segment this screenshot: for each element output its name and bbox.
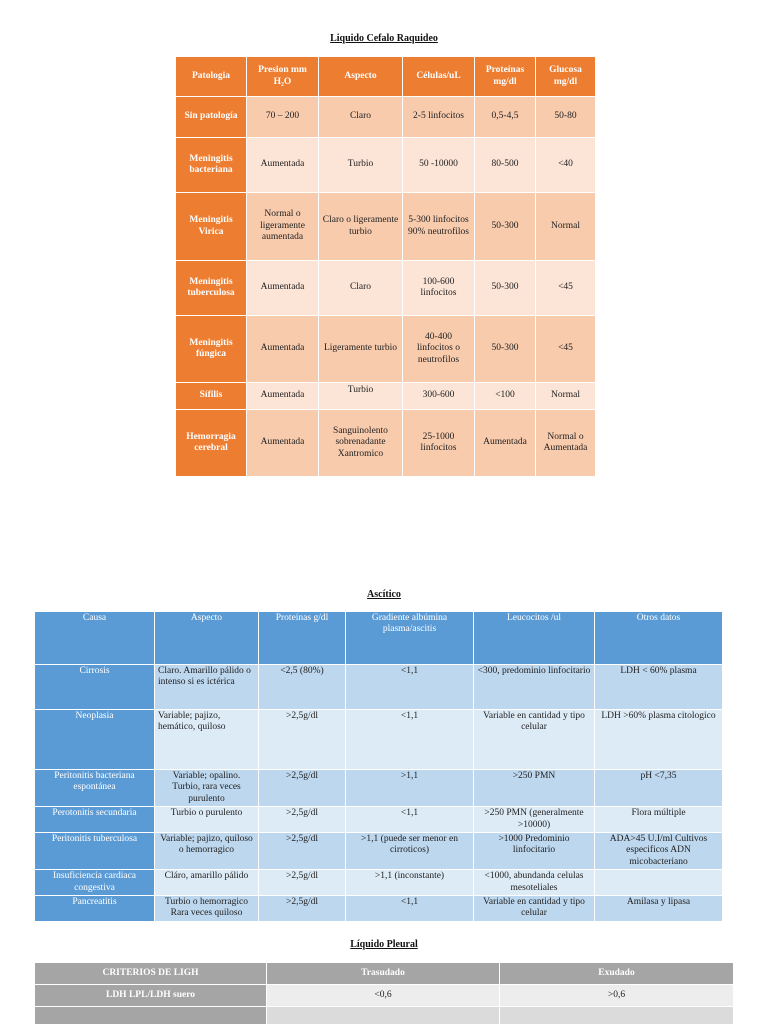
table-cell: Turbio o purulento (155, 807, 259, 833)
table-cell: Flora múltiple (595, 807, 723, 833)
lcr-header-celulas: Células/uL (403, 57, 475, 97)
table-cell: 80-500 (475, 138, 536, 193)
table-cell: 100-600 linfocitos (403, 261, 475, 316)
ascitic-header-leucocitos: Leucocitos /ul (474, 612, 595, 665)
table-cell: Variable; pajizo, quiloso o hemorragico (155, 832, 259, 869)
ascitic-header-gradiente: Gradiente albúmina plasma/ascitis (346, 612, 474, 665)
table-cell: >250 PMN (generalmente >10000) (474, 807, 595, 833)
row-label: Meningitis bacteriana (176, 138, 247, 193)
table-row (35, 710, 723, 770)
table-row (176, 97, 596, 138)
table-row (35, 807, 723, 833)
table-row (35, 770, 723, 807)
table-cell: <1000, abundanda celulas mesoteliales (474, 870, 595, 896)
table-cell: Variable; opalino. Turbio, rara veces purulento (155, 770, 259, 807)
row-label: Pancreatitis (35, 895, 155, 921)
table-cell: 50-300 (475, 316, 536, 383)
lcr-title: Liquido Cefalo Raquideo (330, 33, 438, 44)
table-cell: Ligeramente turbio (319, 316, 403, 383)
table-cell: Aumentada (475, 410, 536, 477)
table-cell: Claro o ligeramente turbio (319, 193, 403, 261)
table-cell: 50 -10000 (403, 138, 475, 193)
table-cell: >2,5g/dl (259, 770, 346, 807)
table-cell: 50-300 (475, 193, 536, 261)
table-cell: 40-400 linfocitos o neutrofilos (403, 316, 475, 383)
table-cell: <100 (475, 383, 536, 410)
table-cell: 50-80 (536, 97, 596, 138)
table-cell: Turbio (319, 138, 403, 193)
table-cell: <1,1 (346, 807, 474, 833)
table-cell: Aumentada (247, 316, 319, 383)
table-cell: Claro (319, 261, 403, 316)
table-row (176, 383, 596, 410)
table-row (35, 870, 723, 896)
row-label: Meningitis fúngica (176, 316, 247, 383)
table-cell: >1,1 (puede ser menor en cirroticos) (346, 832, 474, 869)
ascitic-header-causa: Causa (35, 612, 155, 665)
table-row (176, 193, 596, 261)
table-cell: >2,5g/dl (259, 807, 346, 833)
table-cell: <1,1 (346, 665, 474, 710)
row-label: Sífilis (176, 383, 247, 410)
table-cell: <0,6 (267, 985, 500, 1007)
pleural-header-exudado: Exudado (500, 963, 734, 985)
table-cell (267, 1007, 500, 1024)
table-cell: Variable; pajizo, hemático, quiloso (155, 710, 259, 770)
table-cell: Variable en cantidad y tipo celular (474, 895, 595, 921)
row-label: LDH LPL/LDH suero (35, 985, 267, 1007)
row-label: Peritonitis tuberculosa (35, 832, 155, 869)
row-label: Meningitis tuberculosa (176, 261, 247, 316)
table-cell: Claro. Amarillo pálido o intenso si es ictérica (155, 665, 259, 710)
table-row (176, 261, 596, 316)
row-label: Neoplasia (35, 710, 155, 770)
table-cell: pH <7,35 (595, 770, 723, 807)
ascitic-header-otros: Otros datos (595, 612, 723, 665)
table-cell: Turbio o hemorragico Rara veces quiloso (155, 895, 259, 921)
table-cell: Normal o ligeramente aumentada (247, 193, 319, 261)
ascitic-title: Ascítico (367, 589, 401, 600)
table-cell: 5-300 linfocitos 90% neutrofilos (403, 193, 475, 261)
table-cell: >2,5g/dl (259, 895, 346, 921)
table-cell: 50-300 (475, 261, 536, 316)
table-cell: 300-600 (403, 383, 475, 410)
table-cell: >250 PMN (474, 770, 595, 807)
table-cell: 2-5 linfocitos (403, 97, 475, 138)
row-label: Insuficiencia cardiaca congestiva (35, 870, 155, 896)
table-cell: <1,1 (346, 710, 474, 770)
table-cell: Cláro, amarillo pálido (155, 870, 259, 896)
table-cell: Normal o Aumentada (536, 410, 596, 477)
table-row (176, 410, 596, 477)
table-cell: >2,5g/dl (259, 870, 346, 896)
ascitic-header-proteinas: Proteínas g/dl (259, 612, 346, 665)
table-cell: <1,1 (346, 895, 474, 921)
table-cell: <2,5 (80%) (259, 665, 346, 710)
table-cell: <45 (536, 261, 596, 316)
table-cell: <300, predominio linfocitario (474, 665, 595, 710)
lcr-header-proteinas: Proteínas mg/dl (475, 57, 536, 97)
pleural-header-criterios: CRITERIOS DE LIGH (35, 963, 267, 985)
row-label: Meningitis Virica (176, 193, 247, 261)
table-cell: Variable en cantidad y tipo celular (474, 710, 595, 770)
table-row (35, 832, 723, 869)
lcr-table (175, 56, 596, 477)
lcr-header-aspecto: Aspecto (319, 57, 403, 97)
table-cell: Aumentada (247, 138, 319, 193)
table-cell: >1,1 (inconstante) (346, 870, 474, 896)
table-row (35, 985, 734, 1007)
row-label: Sin patología (176, 97, 247, 138)
table-cell: >2,5g/dl (259, 710, 346, 770)
lcr-header-patologia: Patologia (176, 57, 247, 97)
lcr-header-presion: Presion mm H₂O (247, 57, 319, 97)
row-label: Perotonitis secundaria (35, 807, 155, 833)
table-cell: >2,5g/dl (259, 832, 346, 869)
pleural-title: Líquido Pleural (350, 939, 418, 950)
table-cell: Normal (536, 193, 596, 261)
row-label: Peritonitis bacteriana espontánea (35, 770, 155, 807)
table-row (35, 665, 723, 710)
table-cell: Turbio (319, 383, 403, 410)
row-label: Cirrosis (35, 665, 155, 710)
table-cell: Sanguinolento sobrenadante Xantromico (319, 410, 403, 477)
table-cell: LDH < 60% plasma (595, 665, 723, 710)
table-cell: 0,5-4,5 (475, 97, 536, 138)
table-cell: Aumentada (247, 410, 319, 477)
table-cell: >1,1 (346, 770, 474, 807)
pleural-header-trasudado: Trasudado (267, 963, 500, 985)
table-cell: Amilasa y lipasa (595, 895, 723, 921)
table-cell: Aumentada (247, 261, 319, 316)
table-cell: >0,6 (500, 985, 734, 1007)
table-cell: >1000 Predominio linfocitario (474, 832, 595, 869)
table-cell: ADA>45 U.I/ml Cultivos especificos ADN micobacteriano (595, 832, 723, 869)
ascitic-header-aspecto: Aspecto (155, 612, 259, 665)
table-cell: 25-1000 linfocitos (403, 410, 475, 477)
table-row (35, 1007, 734, 1024)
table-cell: Claro (319, 97, 403, 138)
ascitic-table (34, 611, 723, 922)
table-cell: 70 – 200 (247, 97, 319, 138)
table-row (176, 316, 596, 383)
table-cell (500, 1007, 734, 1024)
table-cell: LDH >60% plasma citologico (595, 710, 723, 770)
row-label: Hemorragia cerebral (176, 410, 247, 477)
table-cell: <40 (536, 138, 596, 193)
table-row (35, 895, 723, 921)
table-cell: <45 (536, 316, 596, 383)
table-cell (595, 870, 723, 896)
table-cell: Normal (536, 383, 596, 410)
table-row (176, 138, 596, 193)
lcr-header-glucosa: Glucosa mg/dl (536, 57, 596, 97)
row-label (35, 1007, 267, 1024)
table-cell: Aumentada (247, 383, 319, 410)
pleural-table (34, 962, 734, 1024)
